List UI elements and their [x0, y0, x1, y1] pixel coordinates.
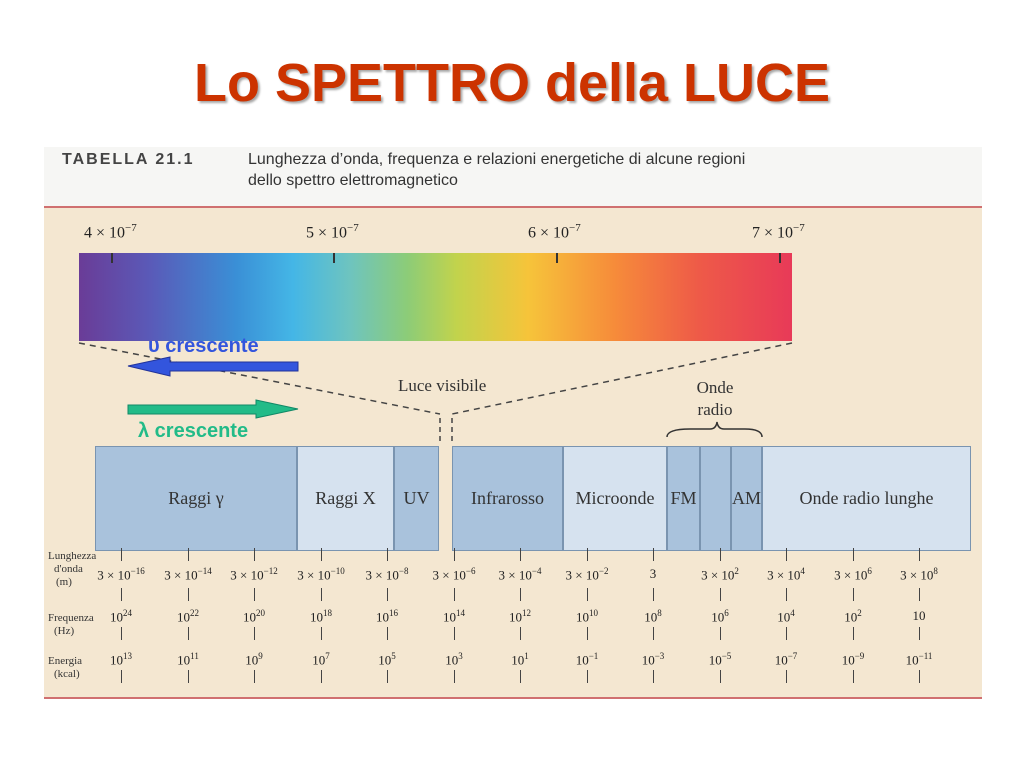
frequency-tick: [853, 627, 854, 640]
wavelength-label-4e-7: $4 \times 10^{-7}$: [84, 222, 137, 242]
wavelength-value: $3 \times 10^{-12}$: [230, 566, 278, 583]
band-gamma: Raggi γ: [95, 446, 297, 551]
wavelength-tick: [121, 548, 122, 561]
wavelength-tick: [653, 588, 654, 601]
energy-value: $10^{-9}$: [841, 651, 865, 668]
energy-value: $10^3$: [445, 651, 463, 668]
table-label: TABELLA 21.1: [62, 151, 195, 168]
frequency-value: $10^6$: [711, 608, 729, 625]
wavelength-tick: [520, 548, 521, 561]
frequency-tick: [587, 627, 588, 640]
energy-tick: [520, 670, 521, 683]
frequency-value: $10^{16}$: [376, 608, 398, 625]
energy-value: $10^{-11}$: [905, 651, 933, 668]
energy-tick: [121, 670, 122, 683]
energy-tick: [254, 670, 255, 683]
energy-value: $10^{-3}$: [641, 651, 665, 668]
wavelength-tick: [786, 588, 787, 601]
energy-tick: [919, 670, 920, 683]
energy-value: $10^1$: [511, 651, 529, 668]
caption-line-1: Lunghezza d’onda, frequenza e relazioni energetiche di alcune regioni: [248, 151, 746, 168]
wavelength-tick: [720, 548, 721, 561]
wavelength-value: $3 \times 10^{-14}$: [164, 566, 212, 583]
wavelength-tick: [786, 548, 787, 561]
radio-label-line1: Onde: [696, 378, 734, 397]
wavelength-tick: [853, 588, 854, 601]
energy-value: $10^{-5}$: [708, 651, 732, 668]
frequency-tick: [653, 627, 654, 640]
wavelength-tick: [321, 588, 322, 601]
energy-value: $10^{-1}$: [575, 651, 599, 668]
frequency-row-label: Frequenza (Hz): [48, 612, 94, 637]
frequency-value: $10^2$: [844, 608, 862, 625]
frequency-tick: [520, 627, 521, 640]
energy-tick: [454, 670, 455, 683]
frequency-tick: [786, 627, 787, 640]
frequency-tick: [188, 627, 189, 640]
wavelength-tick: [720, 588, 721, 601]
energy-tick: [188, 670, 189, 683]
frequency-tick: [121, 627, 122, 640]
band-uv: UV: [394, 446, 439, 551]
frequency-tick: [254, 627, 255, 640]
wavelength-label-7e-7: $7 \times 10^{-7}$: [752, 222, 805, 242]
energy-tick: [587, 670, 588, 683]
energy-value: $10^7$: [312, 651, 330, 668]
wavelength-label-5e-7: $5 \times 10^{-7}$: [306, 222, 359, 242]
nu-increasing-label: υ crescente: [148, 335, 259, 357]
wavelength-row-label: Lunghezza d'onda (m): [48, 550, 97, 588]
energy-value: $10^{13}$: [110, 651, 132, 668]
energy-tick: [387, 670, 388, 683]
frequency-value: 10: [912, 608, 926, 623]
visible-light-label: Luce visibile: [398, 376, 487, 395]
frequency-value: $10^{18}$: [310, 608, 332, 625]
wavelength-tick: [188, 588, 189, 601]
wavelength-tick: [188, 548, 189, 561]
frequency-value: $10^8$: [644, 608, 662, 625]
radio-label-line2: radio: [697, 400, 733, 419]
frequency-tick: [454, 627, 455, 640]
frequency-value: $10^{14}$: [443, 608, 465, 625]
band-microwave: Microonde: [563, 446, 667, 551]
band-radio-gap: [700, 446, 731, 551]
energy-tick: [853, 670, 854, 683]
frequency-value: $10^4$: [777, 608, 795, 625]
energy-tick: [653, 670, 654, 683]
wavelength-value: $3 \times 10^{-8}$: [365, 566, 409, 583]
nu-arrow-icon: [128, 357, 298, 376]
frequency-value: $10^{12}$: [509, 608, 531, 625]
wavelength-value: $3 \times 10^{-2}$: [565, 566, 609, 583]
energy-tick: [786, 670, 787, 683]
slide-title: Lo SPETTRO della LUCE: [193, 53, 831, 113]
energy-value: $10^{-7}$: [774, 651, 798, 668]
band-long-radio: Onde radio lunghe: [762, 446, 971, 551]
wavelength-tick: [653, 548, 654, 561]
wavelength-tick: [254, 548, 255, 561]
energy-value: $10^5$: [378, 651, 396, 668]
lambda-increasing-label: λ crescente: [138, 420, 249, 442]
wavelength-tick: [387, 588, 388, 601]
wavelength-tick: [587, 588, 588, 601]
frequency-value: $10^{20}$: [243, 608, 265, 625]
band-fm: FM: [667, 446, 700, 551]
wavelength-tick: [454, 588, 455, 601]
energy-tick: [321, 670, 322, 683]
band-infrared: Infrarosso: [452, 446, 563, 551]
frequency-tick: [919, 627, 920, 640]
wavelength-tick: [520, 588, 521, 601]
frequency-value: $10^{24}$: [110, 608, 132, 625]
wavelength-value: $3 \times 10^{-16}$: [97, 566, 145, 583]
energy-row-label: Energia (kcal): [48, 655, 83, 680]
frequency-value: $10^{22}$: [177, 608, 199, 625]
frequency-tick: [387, 627, 388, 640]
frequency-tick: [720, 627, 721, 640]
dashed-projection-right: [452, 343, 792, 414]
wavelength-label-6e-7: $6 \times 10^{-7}$: [528, 222, 581, 242]
wavelength-value: $3 \times 10^6$: [834, 566, 872, 583]
radio-brace: [667, 422, 762, 437]
wavelength-value: $3 \times 10^8$: [900, 566, 938, 583]
wavelength-tick: [254, 588, 255, 601]
wavelength-tick: [587, 548, 588, 561]
caption-line-2: dello spettro elettromagnetico: [248, 172, 458, 189]
energy-tick: [720, 670, 721, 683]
wavelength-value: $3 \times 10^4$: [767, 566, 805, 583]
band-xray: Raggi X: [297, 446, 394, 551]
wavelength-tick: [454, 548, 455, 561]
frequency-tick: [321, 627, 322, 640]
wavelength-value: $3 \times 10^{-10}$: [297, 566, 345, 583]
lambda-arrow-icon: [128, 400, 298, 418]
band-am: AM: [731, 446, 762, 551]
wavelength-tick: [919, 588, 920, 601]
energy-value: $10^{11}$: [177, 651, 199, 668]
energy-value: $10^9$: [245, 651, 263, 668]
wavelength-tick: [853, 548, 854, 561]
frequency-value: $10^{10}$: [576, 608, 598, 625]
wavelength-value: $3 \times 10^2$: [701, 566, 739, 583]
wavelength-tick: [387, 548, 388, 561]
wavelength-value: $3 \times 10^{-4}$: [498, 566, 542, 583]
wavelength-tick: [919, 548, 920, 561]
wavelength-value: $3 \times 10^{-6}$: [432, 566, 476, 583]
wavelength-tick: [321, 548, 322, 561]
wavelength-value: 3: [649, 566, 657, 581]
wavelength-tick: [121, 588, 122, 601]
